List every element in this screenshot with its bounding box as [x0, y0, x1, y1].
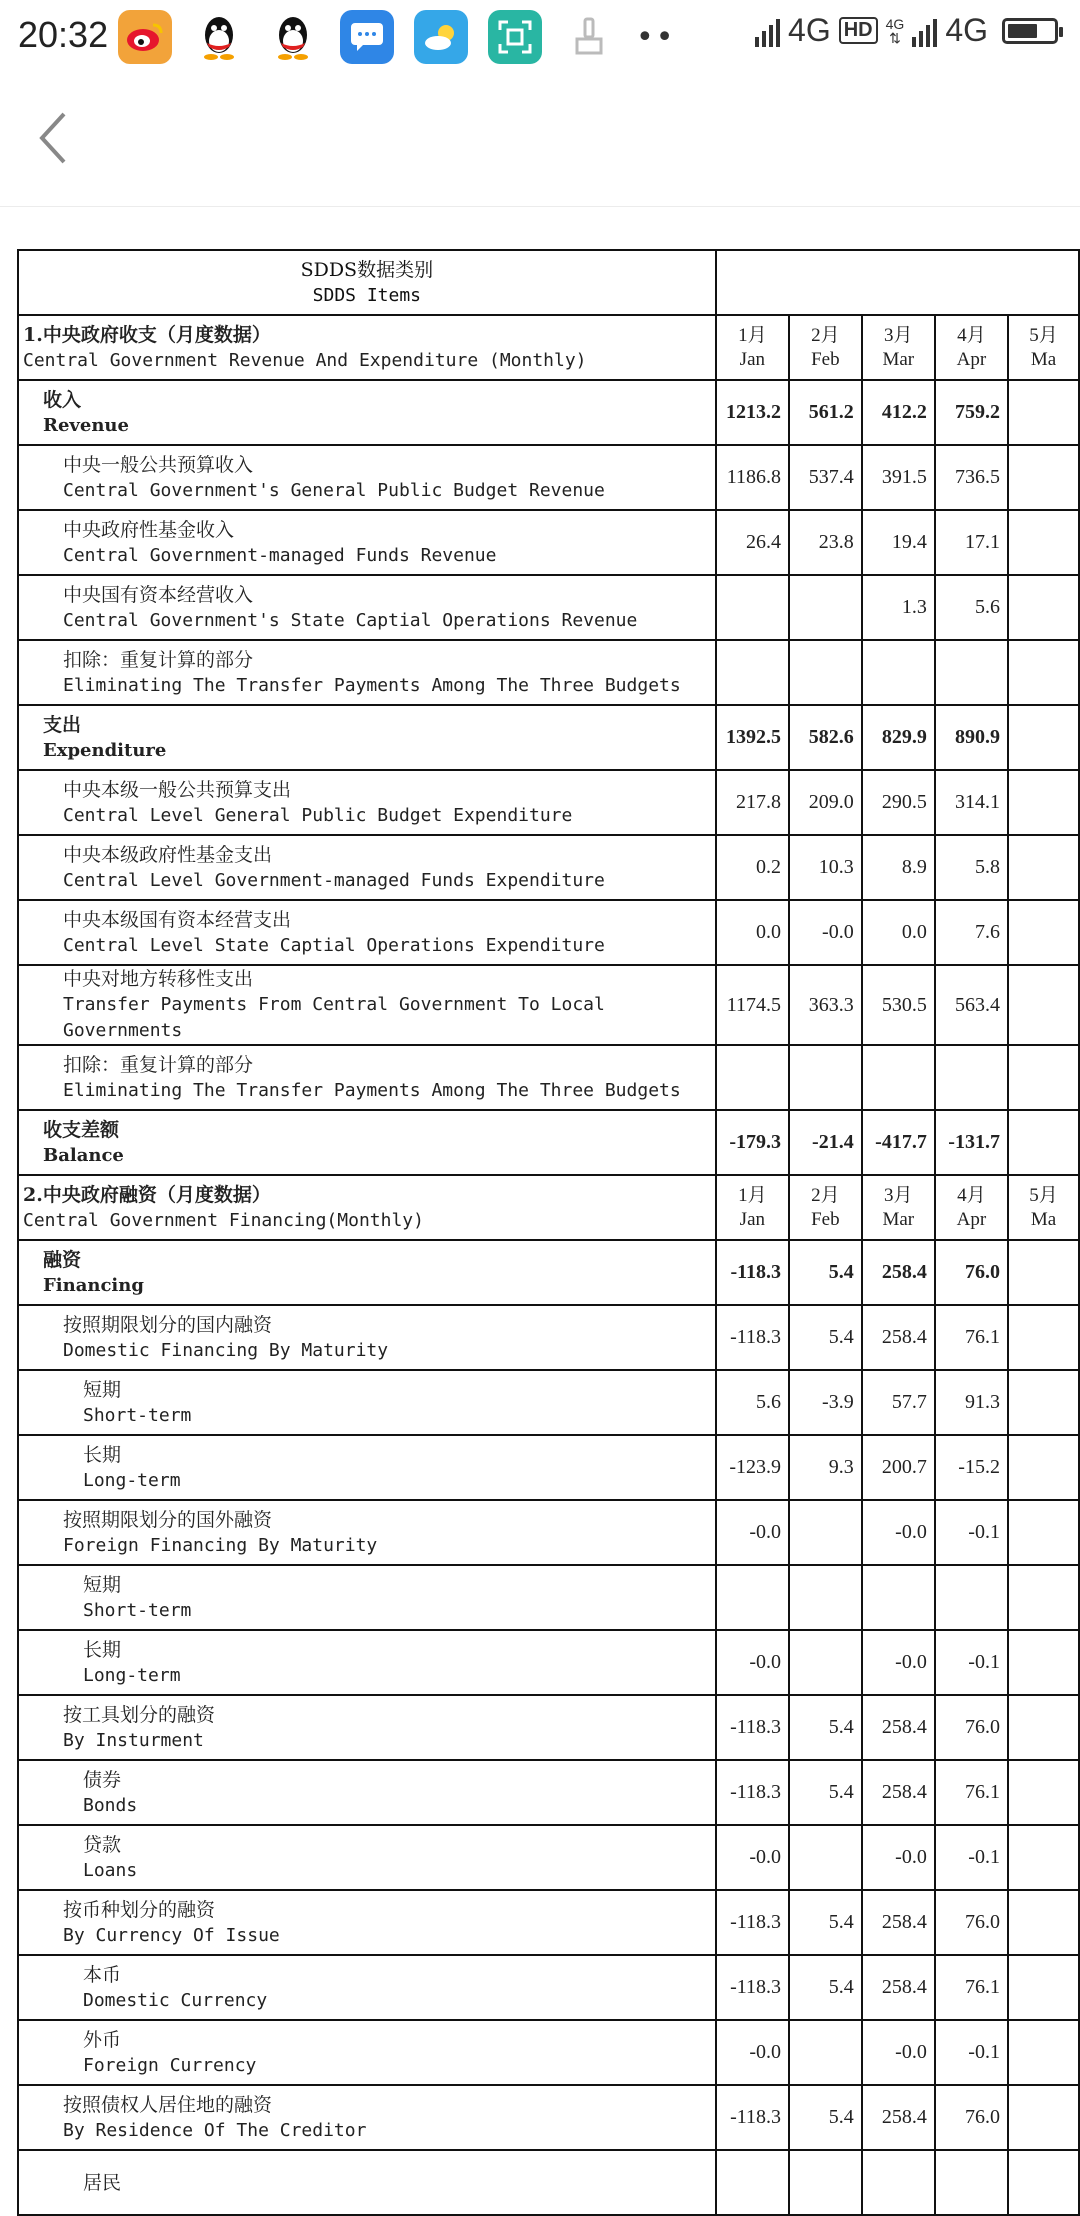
hd-badge: HD: [839, 17, 878, 44]
value-cell: [789, 1630, 862, 1695]
value-cell: -0.1: [935, 1500, 1008, 1565]
back-button[interactable]: [34, 110, 74, 166]
section-title-zh: 1.中央政府收支（月度数据）: [23, 323, 271, 346]
value-cell: [1008, 575, 1079, 640]
signal-icon: [912, 15, 937, 47]
row-label-en: Short-term: [83, 1404, 192, 1426]
value-cell: -0.1: [935, 1825, 1008, 1890]
value-cell: -0.0: [716, 1630, 789, 1695]
network-small: 4G ⇅: [885, 15, 905, 46]
value-cell: 391.5: [862, 445, 935, 510]
value-cell: 561.2: [789, 380, 862, 445]
value-cell: 7.6: [935, 900, 1008, 965]
row-label-zh: 长期: [83, 1638, 122, 1661]
table-row: [18, 1370, 1079, 1435]
value-cell: [1008, 1370, 1079, 1435]
value-cell: [716, 640, 789, 705]
value-cell: [1008, 1500, 1079, 1565]
value-cell: [1008, 705, 1079, 770]
row-label: [18, 640, 716, 705]
status-time: 20:32: [18, 14, 109, 55]
value-cell: -0.0: [862, 1825, 935, 1890]
row-label-en: Transfer Payments From Central Government To Local Governments: [63, 994, 605, 1041]
weather-icon: [414, 10, 468, 64]
weibo-icon: [118, 10, 172, 64]
row-label-zh: 按照期限划分的国内融资: [63, 1313, 273, 1336]
value-cell: 258.4: [862, 1760, 935, 1825]
scan-icon: [488, 10, 542, 64]
value-cell: -118.3: [716, 1955, 789, 2020]
row-label: [18, 965, 716, 1045]
table-row: [18, 1240, 1079, 1305]
row-label: [18, 1825, 716, 1890]
value-cell: -0.0: [716, 1825, 789, 1890]
value-cell: 5.4: [789, 1955, 862, 2020]
value-cell: [1008, 1305, 1079, 1370]
value-cell: [1008, 1695, 1079, 1760]
row-label-en: Short-term: [83, 1599, 192, 1621]
row-label: [18, 1110, 716, 1175]
table-row: [18, 510, 1079, 575]
row-label: [18, 1045, 716, 1110]
row-label-en: Central Government-managed Funds Revenue: [63, 544, 497, 566]
row-label-en: Foreign Financing By Maturity: [63, 1534, 378, 1556]
section-title-en: Central Government Revenue And Expenditure (Monthly): [23, 349, 587, 371]
row-label-zh: 外币: [83, 2028, 122, 2051]
row-label: [18, 900, 716, 965]
row-label: [18, 1695, 716, 1760]
value-cell: 217.8: [716, 770, 789, 835]
row-label-en: By Insturment: [63, 1729, 204, 1751]
value-cell: 200.7: [862, 1435, 935, 1500]
value-cell: [1008, 1890, 1079, 1955]
sdds-table: [17, 249, 1080, 2216]
row-label: [18, 1760, 716, 1825]
value-cell: 582.6: [789, 705, 862, 770]
row-label-zh: 按币种划分的融资: [63, 1898, 216, 1921]
value-cell: [716, 1565, 789, 1630]
row-label-zh: 债券: [83, 1768, 122, 1791]
row-label: [18, 770, 716, 835]
value-cell: 412.2: [862, 380, 935, 445]
row-label-zh: 融资: [43, 1248, 82, 1271]
nav-bar: [0, 72, 1080, 207]
row-label-en: Financing: [43, 1274, 144, 1296]
value-cell: -3.9: [789, 1370, 862, 1435]
value-cell: [789, 575, 862, 640]
qq-icon: [266, 10, 320, 64]
value-cell: 258.4: [862, 1695, 935, 1760]
month-header: 1月 Jan: [716, 315, 789, 380]
month-header: 5月 Ma: [1008, 315, 1079, 380]
row-label-zh: 贷款: [83, 1833, 122, 1856]
sdds-table-viewport[interactable]: [17, 249, 1080, 2216]
value-cell: [716, 1045, 789, 1110]
row-label-zh: 扣除：重复计算的部分: [63, 1053, 254, 1076]
row-label-zh: 中央本级一般公共预算支出: [63, 778, 292, 801]
value-cell: [1008, 1240, 1079, 1305]
row-label: [18, 1435, 716, 1500]
table-row: [18, 380, 1079, 445]
row-label-en: Central Level General Public Budget Expenditure: [63, 804, 573, 826]
row-label-en: By Currency Of Issue: [63, 1924, 280, 1946]
table-row: [18, 575, 1079, 640]
row-label-zh: 中央对地方转移性支出: [63, 968, 254, 990]
value-cell: 290.5: [862, 770, 935, 835]
value-cell: [1008, 965, 1079, 1045]
table-header-blank: [716, 250, 1079, 315]
value-cell: 76.0: [935, 1695, 1008, 1760]
row-label-en: Central Government's State Captial Operations Revenue: [63, 609, 638, 631]
signal-icon: [755, 15, 780, 47]
value-cell: 258.4: [862, 1305, 935, 1370]
section-title-zh: 2.中央政府融资（月度数据）: [23, 1183, 271, 1206]
month-header: 5月 Ma: [1008, 1175, 1079, 1240]
row-label-en: Central Level State Captial Operations Expenditure: [63, 934, 605, 956]
value-cell: -0.0: [862, 1630, 935, 1695]
value-cell: 26.4: [716, 510, 789, 575]
value-cell: 1213.2: [716, 380, 789, 445]
row-label-en: Loans: [83, 1859, 138, 1881]
value-cell: [862, 1565, 935, 1630]
row-label: [18, 1500, 716, 1565]
row-label: [18, 835, 716, 900]
table-row: [18, 1890, 1079, 1955]
value-cell: [1008, 1045, 1079, 1110]
row-label-zh: 本币: [83, 1963, 122, 1986]
value-cell: 258.4: [862, 2085, 935, 2150]
row-label-en: Revenue: [43, 414, 129, 436]
value-cell: -118.3: [716, 2085, 789, 2150]
month-header: 2月 Feb: [789, 315, 862, 380]
value-cell: [1008, 2085, 1079, 2150]
table-row: [18, 1435, 1079, 1500]
value-cell: [1008, 770, 1079, 835]
value-cell: 10.3: [789, 835, 862, 900]
table-row: [18, 1305, 1079, 1370]
row-label-zh: 居民: [83, 2171, 122, 2194]
qq-icon: [192, 10, 246, 64]
value-cell: -0.0: [862, 1500, 935, 1565]
value-cell: [1008, 1630, 1079, 1695]
table-row: [18, 1045, 1079, 1110]
value-cell: -417.7: [862, 1110, 935, 1175]
row-label-en: Domestic Financing By Maturity: [63, 1339, 389, 1361]
value-cell: 76.0: [935, 1240, 1008, 1305]
value-cell: [935, 1565, 1008, 1630]
row-label: [18, 2020, 716, 2085]
row-label-zh: 长期: [83, 1443, 122, 1466]
row-label-zh: 按工具划分的融资: [63, 1703, 216, 1726]
row-label-zh: 收入: [43, 388, 82, 411]
value-cell: [716, 575, 789, 640]
row-label-zh: 中央政府性基金收入: [63, 518, 235, 541]
value-cell: -118.3: [716, 1890, 789, 1955]
chevron-left-icon: [34, 110, 74, 166]
row-label-zh: 中央国有资本经营收入: [63, 583, 254, 606]
row-label: [18, 1240, 716, 1305]
status-right: [755, 12, 1058, 49]
row-label: [18, 1565, 716, 1630]
value-cell: [1008, 445, 1079, 510]
month-header: 4月 Apr: [935, 1175, 1008, 1240]
value-cell: -118.3: [716, 1760, 789, 1825]
value-cell: 19.4: [862, 510, 935, 575]
table-row: [18, 1695, 1079, 1760]
value-cell: 5.4: [789, 1240, 862, 1305]
value-cell: [1008, 640, 1079, 705]
value-cell: -118.3: [716, 1240, 789, 1305]
value-cell: [1008, 1955, 1079, 2020]
row-label: [18, 510, 716, 575]
table-row: [18, 835, 1079, 900]
value-cell: 890.9: [935, 705, 1008, 770]
value-cell: -15.2: [935, 1435, 1008, 1500]
value-cell: -118.3: [716, 1305, 789, 1370]
table-header-row: [18, 250, 1079, 315]
table-row: [18, 640, 1079, 705]
notification-icons: [118, 10, 675, 64]
value-cell: 829.9: [862, 705, 935, 770]
value-cell: 5.4: [789, 2085, 862, 2150]
row-label: [18, 380, 716, 445]
value-cell: [789, 1565, 862, 1630]
value-cell: 759.2: [935, 380, 1008, 445]
value-cell: [1008, 380, 1079, 445]
row-label-zh: 中央本级国有资本经营支出: [63, 908, 292, 931]
row-label-en: Eliminating The Transfer Payments Among The Three Budgets: [63, 674, 681, 696]
value-cell: 8.9: [862, 835, 935, 900]
table-row: [18, 1825, 1079, 1890]
value-cell: 76.1: [935, 1305, 1008, 1370]
row-label-en: Bonds: [83, 1794, 138, 1816]
value-cell: 91.3: [935, 1370, 1008, 1435]
value-cell: 76.0: [935, 1890, 1008, 1955]
value-cell: 76.0: [935, 2085, 1008, 2150]
value-cell: 209.0: [789, 770, 862, 835]
table-row: [18, 705, 1079, 770]
value-cell: [1008, 510, 1079, 575]
table-row: [18, 445, 1079, 510]
value-cell: [935, 640, 1008, 705]
value-cell: -0.0: [716, 2020, 789, 2085]
row-label: [18, 2085, 716, 2150]
row-label-en: Central Level Government-managed Funds Expenditure: [63, 869, 605, 891]
value-cell: 5.4: [789, 1760, 862, 1825]
value-cell: [789, 1045, 862, 1110]
month-header: 4月 Apr: [935, 315, 1008, 380]
row-label: [18, 1630, 716, 1695]
table-row: [18, 1760, 1079, 1825]
row-label-zh: 短期: [83, 1378, 122, 1401]
table-header-label: SDDS数据类别 SDDS Items: [18, 250, 716, 315]
table-row: [18, 1955, 1079, 2020]
value-cell: 5.4: [789, 1695, 862, 1760]
value-cell: 1.3: [862, 575, 935, 640]
row-label-zh: 按照期限划分的国外融资: [63, 1508, 273, 1531]
section-title-en: Central Government Financing(Monthly): [23, 1209, 424, 1231]
row-label: [18, 575, 716, 640]
value-cell: [1008, 835, 1079, 900]
value-cell: -179.3: [716, 1110, 789, 1175]
table-row: [18, 770, 1079, 835]
value-cell: 76.1: [935, 1760, 1008, 1825]
value-cell: [1008, 1825, 1079, 1890]
value-cell: 314.1: [935, 770, 1008, 835]
battery-icon: [1002, 18, 1058, 44]
row-label-zh: 按照债权人居住地的融资: [63, 2093, 273, 2116]
row-label-en: Balance: [43, 1144, 124, 1166]
table-row: [18, 1500, 1079, 1565]
section-title: [18, 315, 716, 380]
value-cell: -0.0: [789, 900, 862, 965]
value-cell: 258.4: [862, 1890, 935, 1955]
value-cell: [1008, 2020, 1079, 2085]
month-header: 2月 Feb: [789, 1175, 862, 1240]
row-label-en: Central Government's General Public Budget Revenue: [63, 479, 605, 501]
value-cell: 1186.8: [716, 445, 789, 510]
value-cell: 563.4: [935, 965, 1008, 1045]
value-cell: [1008, 900, 1079, 965]
section-header-row: [18, 1175, 1079, 1240]
more-notifications: ••: [636, 19, 676, 55]
row-label-en: Long-term: [83, 1469, 181, 1491]
value-cell: 736.5: [935, 445, 1008, 510]
value-cell: 258.4: [862, 1955, 935, 2020]
table-row: [18, 1110, 1079, 1175]
value-cell: -0.0: [716, 1500, 789, 1565]
table-row: [18, 900, 1079, 965]
value-cell: 5.4: [789, 1305, 862, 1370]
value-cell: 0.2: [716, 835, 789, 900]
value-cell: 537.4: [789, 445, 862, 510]
table-row: [18, 965, 1079, 1045]
month-header: 3月 Mar: [862, 315, 935, 380]
value-cell: [1008, 1760, 1079, 1825]
value-cell: [935, 1045, 1008, 1110]
section-header-row: [18, 315, 1079, 380]
value-cell: 23.8: [789, 510, 862, 575]
network-type-2: 4G: [945, 12, 988, 48]
value-cell: 76.1: [935, 1955, 1008, 2020]
row-label-zh: 支出: [43, 713, 82, 736]
row-label-en: Domestic Currency: [83, 1989, 268, 2011]
value-cell: 9.3: [789, 1435, 862, 1500]
status-bar: [0, 0, 1080, 72]
row-label-en: Expenditure: [43, 739, 167, 761]
value-cell: 258.4: [862, 1240, 935, 1305]
value-cell: -0.1: [935, 2020, 1008, 2085]
value-cell: [789, 2020, 862, 2085]
value-cell: -0.0: [862, 2020, 935, 2085]
value-cell: 17.1: [935, 510, 1008, 575]
value-cell: [1008, 1110, 1079, 1175]
row-label-en: Eliminating The Transfer Payments Among The Three Budgets: [63, 1079, 681, 1101]
value-cell: -21.4: [789, 1110, 862, 1175]
row-label-zh: 中央一般公共预算收入: [63, 453, 254, 476]
row-label-zh: 扣除：重复计算的部分: [63, 648, 254, 671]
value-cell: [862, 640, 935, 705]
value-cell: 5.6: [716, 1370, 789, 1435]
value-cell: [789, 640, 862, 705]
row-label: [18, 705, 716, 770]
value-cell: 1392.5: [716, 705, 789, 770]
value-cell: 0.0: [716, 900, 789, 965]
row-label: [18, 445, 716, 510]
row-label-zh: 收支差额: [43, 1118, 120, 1141]
row-label-en: Foreign Currency: [83, 2054, 257, 2076]
row-label: [18, 1305, 716, 1370]
network-type: 4G: [788, 12, 831, 48]
table-row: [18, 2020, 1079, 2085]
value-cell: 5.8: [935, 835, 1008, 900]
row-label-zh: 中央本级政府性基金支出: [63, 843, 273, 866]
section-title: [18, 1175, 716, 1240]
value-cell: 363.3: [789, 965, 862, 1045]
table-row: [18, 2085, 1079, 2150]
table-row: [18, 1565, 1079, 1630]
value-cell: 530.5: [862, 965, 935, 1045]
value-cell: [789, 1825, 862, 1890]
row-label: [18, 1370, 716, 1435]
value-cell: 0.0: [862, 900, 935, 965]
cleaner-icon: [562, 10, 616, 64]
value-cell: 5.6: [935, 575, 1008, 640]
month-header: 1月 Jan: [716, 1175, 789, 1240]
month-header: 3月 Mar: [862, 1175, 935, 1240]
value-cell: [789, 1500, 862, 1565]
value-cell: 5.4: [789, 1890, 862, 1955]
row-label: [18, 1955, 716, 2020]
value-cell: -0.1: [935, 1630, 1008, 1695]
value-cell: 1174.5: [716, 965, 789, 1045]
value-cell: [1008, 1565, 1079, 1630]
table-row: [18, 1630, 1079, 1695]
row-label: [18, 1890, 716, 1955]
value-cell: [862, 1045, 935, 1110]
value-cell: -118.3: [716, 1695, 789, 1760]
row-label-zh: 短期: [83, 1573, 122, 1596]
row-label-en: By Residence Of The Creditor: [63, 2119, 367, 2141]
row-label-en: Long-term: [83, 1664, 181, 1686]
value-cell: [1008, 1435, 1079, 1500]
value-cell: 57.7: [862, 1370, 935, 1435]
value-cell: -123.9: [716, 1435, 789, 1500]
value-cell: -131.7: [935, 1110, 1008, 1175]
message-icon: [340, 10, 394, 64]
